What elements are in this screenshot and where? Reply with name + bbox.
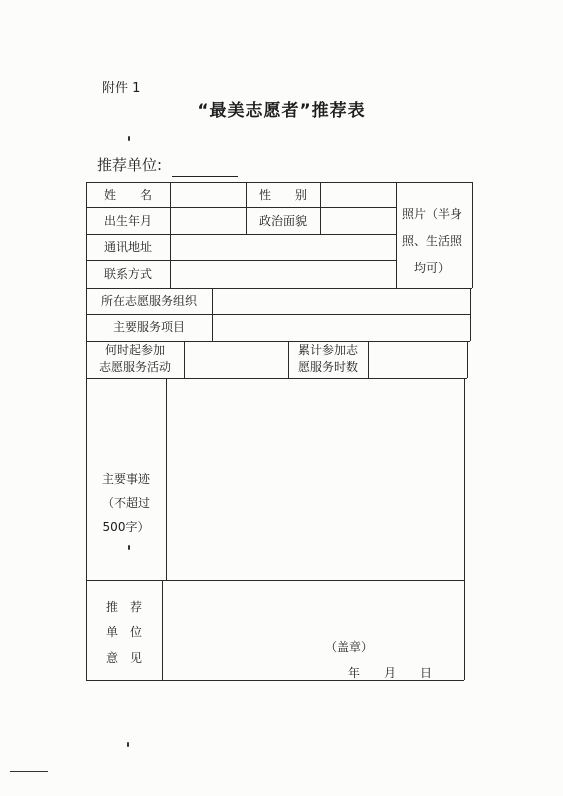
table-border-bottom xyxy=(86,680,464,681)
start-label-line-2: 志愿服务活动 xyxy=(98,360,171,374)
date-label: 年 月 日 xyxy=(348,666,433,680)
attachment-label: 附件 1 xyxy=(102,81,141,96)
start-label-line-1: 何时起参加 xyxy=(104,343,165,357)
contact-field[interactable] xyxy=(171,261,396,288)
page-title: “最美志愿者”推荐表 xyxy=(197,101,366,121)
opinion-label-line-3: 意 见 xyxy=(105,651,142,665)
gender-field[interactable] xyxy=(321,183,396,207)
start-field[interactable] xyxy=(185,342,288,378)
project-field[interactable] xyxy=(213,315,470,341)
opinion-label-line-1: 推 荐 xyxy=(105,600,142,614)
table-border-right-lower xyxy=(467,341,468,378)
photo-label-line-2: 照、生活照 xyxy=(402,234,463,248)
contact-label: 联系方式 xyxy=(103,267,152,281)
photo-label-line-3: 均可） xyxy=(414,261,451,275)
scan-mark xyxy=(128,545,130,550)
hours-field[interactable] xyxy=(369,342,467,378)
seal-label: （盖章） xyxy=(325,640,374,654)
hours-label-line-2: 愿服务时数 xyxy=(297,360,358,374)
recommend-unit-label: 推荐单位: xyxy=(97,156,163,174)
org-label: 所在志愿服务组织 xyxy=(100,294,197,308)
table-border-right-upper xyxy=(472,182,473,288)
table-border-right-middle xyxy=(470,288,471,341)
recommend-unit-field[interactable] xyxy=(172,176,238,177)
deeds-field[interactable] xyxy=(167,379,464,580)
project-label: 主要服务项目 xyxy=(112,320,185,334)
name-field[interactable] xyxy=(171,183,246,207)
political-label: 政治面貌 xyxy=(258,214,307,228)
hours-label-line-1: 累计参加志 xyxy=(297,343,358,357)
address-label: 通讯地址 xyxy=(103,240,152,254)
address-field[interactable] xyxy=(171,235,396,260)
gender-label: 性 别 xyxy=(258,188,307,202)
birth-label: 出生年月 xyxy=(103,214,152,228)
name-label: 姓 名 xyxy=(103,188,152,202)
deeds-label-line-1: 主要事迹 xyxy=(101,472,150,486)
birth-field[interactable] xyxy=(171,208,246,234)
org-field[interactable] xyxy=(213,289,470,314)
deeds-label-line-3: 500字） xyxy=(102,520,150,534)
scan-mark xyxy=(128,136,130,141)
table-border-right-bottom xyxy=(464,378,465,680)
photo-label-line-1: 照片（半身 xyxy=(402,207,463,221)
footer-rule xyxy=(10,771,48,772)
opinion-label-line-2: 单 位 xyxy=(105,625,142,639)
deeds-label-line-2: （不超过 xyxy=(101,496,150,510)
political-field[interactable] xyxy=(321,208,396,234)
scan-mark xyxy=(127,742,129,747)
